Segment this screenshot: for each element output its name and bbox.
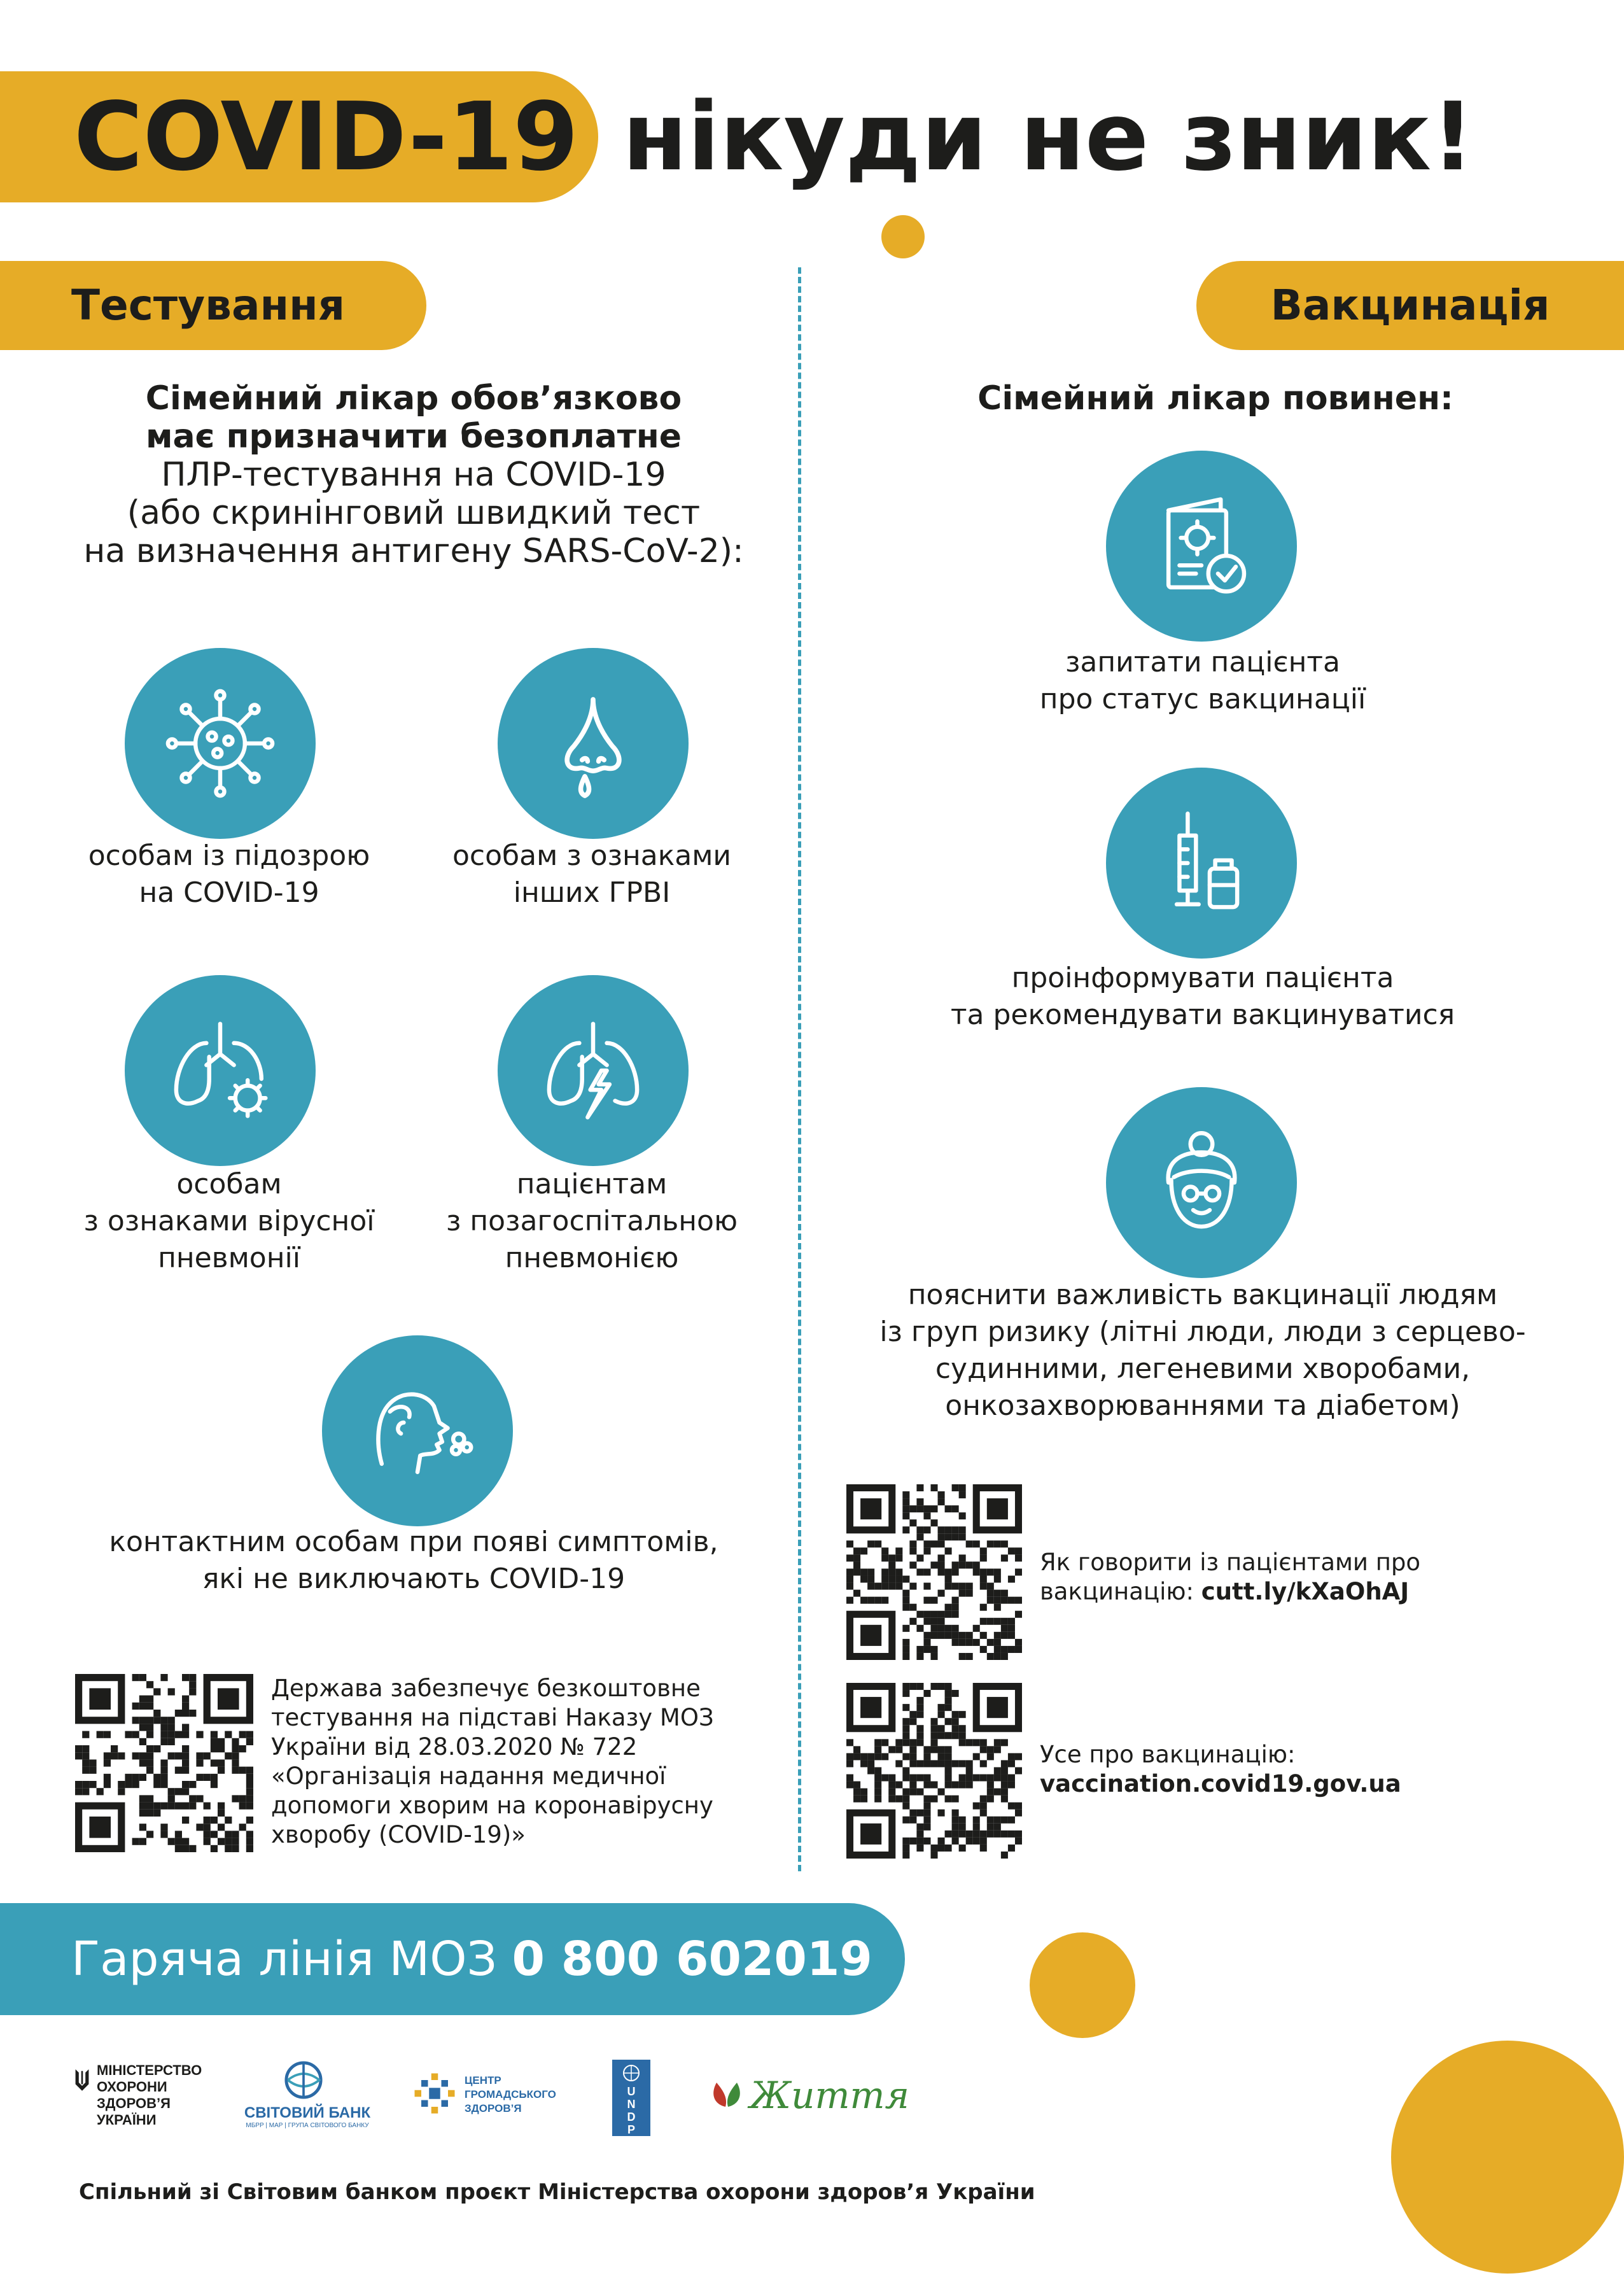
caption-line: які не виключають COVID-19 (202, 1563, 626, 1595)
qr2-text (1040, 1740, 1587, 1799)
qr-text-line: допомоги хворим на коронавірусну (271, 1792, 713, 1819)
logo-public-health-center (412, 2067, 565, 2125)
testing-intro (51, 379, 776, 570)
qr1-text-line-2 (1040, 1577, 1587, 1607)
caption-line: інших ГРВІ (513, 876, 671, 909)
undp-letter: P (627, 2123, 635, 2136)
hotline-bar (0, 1903, 905, 2015)
phc-line: ЗДОРОВ’Я (465, 2102, 522, 2114)
moz-line: ЗДОРОВ’Я (97, 2095, 171, 2111)
qr1-link[interactable]: cutt.ly/kXaOhAJ (1201, 1578, 1410, 1605)
column-divider (798, 267, 801, 1871)
decor-dot-large (1391, 2041, 1624, 2274)
qr2-link[interactable]: vaccination.covid19.gov.ua (1040, 1770, 1401, 1797)
caption-line: пневмонією (505, 1242, 679, 1274)
section-testing-label: Тестування (0, 261, 426, 350)
testing-item-4-caption (420, 1166, 764, 1277)
qr-code-vaccination-portal[interactable] (846, 1683, 1022, 1859)
testing-intro-line-1: ПЛР-тестування на COVID-19 (161, 456, 666, 494)
logo-world-bank (241, 2060, 374, 2130)
zhyttia-name: Життя (750, 2074, 909, 2117)
lungs-virus-icon (125, 975, 316, 1166)
phc-line: ГРОМАДСЬКОГО (465, 2088, 556, 2100)
qr-code-testing[interactable] (75, 1674, 253, 1852)
testing-intro-bold-1: Сімейний лікар обов’язково (145, 379, 682, 418)
vaccination-item-2-caption (865, 960, 1540, 1034)
vaccination-item-3-caption (840, 1277, 1565, 1424)
decor-dot-medium (1030, 1932, 1135, 2038)
caption-line: пояснити важливість вакцинації людям (907, 1279, 1498, 1311)
testing-intro-line-3: на визначення антигену SARS-CoV-2): (83, 532, 744, 570)
phc-line: ЦЕНТР (465, 2074, 501, 2086)
caption-line: проінформувати пацієнта (1011, 962, 1394, 994)
caption-line: запитати пацієнта (1065, 646, 1340, 678)
hotline-label: Гаряча лінія МОЗ (71, 1932, 497, 1986)
caption-line: на COVID-19 (139, 876, 319, 909)
qr-text-line: Держава забезпечує безкоштовне (271, 1675, 701, 1702)
caption-line: пневмонії (158, 1242, 300, 1274)
un-emblem-icon (620, 2064, 643, 2083)
caption-line: особам (176, 1168, 282, 1200)
qr-text-line: хворобу (COVID-19)» (271, 1821, 526, 1848)
testing-intro-line-2: (або скринінговий швидкий тест (127, 494, 701, 532)
undp-letter: U (627, 2085, 636, 2098)
caption-line: та рекомендувати вакцинуватися (950, 999, 1455, 1031)
caption-line: судинними, легеневими хворобами, (935, 1353, 1471, 1385)
qr1-text (1040, 1548, 1587, 1607)
footer-text: Спільний зі Світовим банком проєкт Міністерства охорони здоров’я України (79, 2179, 1035, 2205)
qr2-text-line: Усе про вакцинацію: (1040, 1741, 1296, 1768)
moz-line: ОХОРОНИ (97, 2079, 167, 2095)
vaccination-intro-bold: Сімейний лікар повинен: (977, 379, 1453, 418)
phc-emblem-icon (412, 2071, 457, 2116)
caption-line: з ознаками вірусної (83, 1205, 375, 1237)
caption-line: онкозахворюваннями та діабетом) (945, 1389, 1460, 1422)
lungs-lightning-icon (498, 975, 689, 1166)
moz-line: МІНІСТЕРСТВО (97, 2062, 202, 2078)
qr1-text-prefix: вакцинацію: (1040, 1578, 1194, 1605)
page-title-highlight: COVID-19 (74, 82, 579, 192)
caption-line: особам із підозрою (88, 840, 370, 872)
qr-text-line: тестування на підставі Наказу МОЗ (271, 1704, 714, 1731)
testing-item-1-caption (51, 838, 407, 911)
vaccination-item-1-caption (865, 644, 1540, 718)
caption-line: контактним особам при появі симптомів, (109, 1526, 718, 1558)
undp-letter: D (627, 2111, 636, 2123)
qr-text-line: України від 28.03.2020 № 722 (271, 1733, 638, 1761)
moz-line: УКРАЇНИ (97, 2112, 157, 2128)
trident-icon (74, 2067, 90, 2093)
logo-zhyttia (708, 2071, 911, 2122)
elderly-woman-icon (1106, 1087, 1297, 1278)
qr1-text-line: Як говорити із пацієнтами про (1040, 1549, 1421, 1576)
caption-line: з позагоспітальною (445, 1205, 738, 1237)
syringe-vial-icon (1106, 768, 1297, 959)
worldbank-name: СВІТОВИЙ БАНК (244, 2104, 371, 2121)
page-title-rest: нікуди не зник! (622, 82, 1474, 192)
testing-item-5-caption (51, 1524, 776, 1598)
globe-icon (280, 2060, 327, 2100)
undp-letter: N (627, 2098, 636, 2111)
testing-item-2-caption (420, 838, 764, 911)
decor-dot-small (881, 215, 925, 258)
testing-intro-bold-2: має призначити безоплатне (145, 418, 682, 456)
testing-qr-text (271, 1674, 780, 1850)
testing-item-3-caption (51, 1166, 407, 1277)
qr-text-line: «Організація надання медичної (271, 1762, 666, 1790)
caption-line: про статус вакцинації (1039, 683, 1366, 715)
caption-line: особам з ознаками (452, 840, 732, 872)
logo-undp (612, 2060, 650, 2136)
vaccine-passport-icon (1106, 451, 1297, 642)
caption-line: із груп ризику (літні люди, люди з серцево- (879, 1316, 1526, 1348)
virus-icon (125, 648, 316, 839)
leaves-icon (708, 2078, 746, 2109)
caption-line: пацієнтам (516, 1168, 668, 1200)
hotline-number[interactable]: 0 800 602019 (512, 1932, 872, 1986)
vaccination-intro (853, 379, 1578, 418)
cough-head-icon (322, 1335, 513, 1526)
logo-moz (74, 2062, 227, 2139)
qr-code-patients-talk[interactable] (846, 1484, 1022, 1660)
section-vaccination-label: Вакцинація (1196, 261, 1624, 350)
nose-icon (498, 648, 689, 839)
worldbank-sub: МБРР | МАР | ГРУПА СВІТОВОГО БАНКУ (246, 2122, 369, 2129)
